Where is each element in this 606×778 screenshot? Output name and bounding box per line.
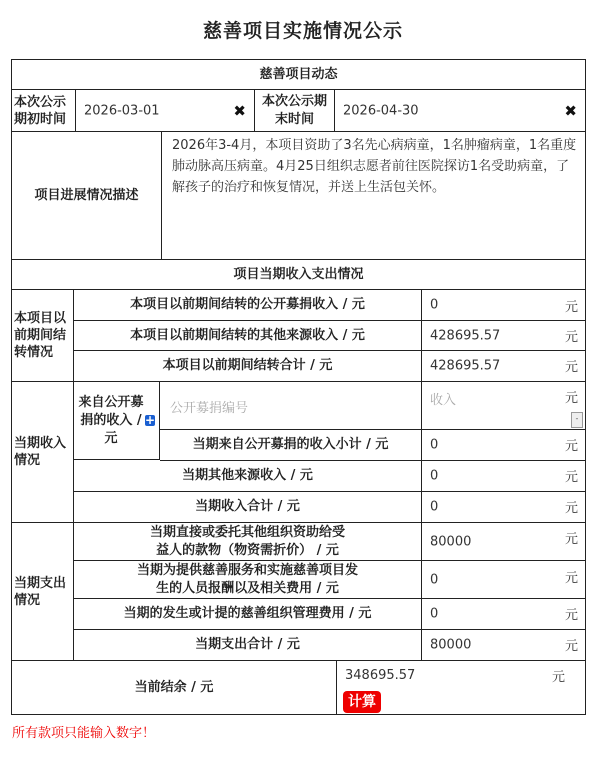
unit-label: 元 [564, 391, 578, 406]
progress-textarea[interactable]: 2026年3-4月，本项目资助了3名先心病病童，1名肿瘤病童，1名重度肺动脉高压病童。4月25日组织志愿者前往医院探访1名受助病童，了解孩子的治疗和恢复情况，并送上生活包关怀。 [162, 132, 585, 260]
unit-label: 元 [564, 439, 578, 454]
public-amount-placeholder: 收入 [430, 393, 457, 408]
unit-label: 元 [564, 501, 578, 516]
unit-label: 元 [564, 300, 578, 315]
income-total-label: 当期收入合计 / 元 [74, 492, 422, 523]
income-group-label: 当期收入情况 [12, 382, 74, 523]
calculate-button[interactable]: 计算 [343, 691, 381, 713]
public-code-input[interactable] [160, 382, 422, 430]
unit-label: 元 [564, 360, 578, 375]
carryover-group-label: 本项目以前期间结转情况 [12, 290, 74, 382]
close-icon[interactable]: ✖ [564, 101, 577, 120]
unit-label: 元 [564, 330, 578, 345]
income-public-subtotal-value: 0 [430, 437, 439, 453]
income-other-label: 当期其他来源收入 / 元 [74, 461, 422, 492]
income-total-input[interactable] [422, 492, 585, 523]
carryover-other-label: 本项目以前期间结转的其他来源收入 / 元 [74, 321, 422, 351]
income-public-subtotal-input[interactable] [422, 430, 585, 461]
section-dynamics-header: 慈善项目动态 [12, 60, 585, 90]
expense-beneficiary-label: 当期直接或委托其他组织资助给受益人的款物（物资需折价） / 元 [74, 523, 422, 561]
period-end-label: 本次公示期末时间 [255, 90, 335, 132]
publicity-table [11, 59, 586, 715]
expense-total-value: 80000 [430, 637, 472, 653]
period-end-value: 2026-04-30 [343, 103, 419, 118]
carryover-total-label: 本项目以前期间结转合计 / 元 [74, 351, 422, 382]
public-code-placeholder: 公开募捐编号 [170, 401, 249, 416]
expense-total-input[interactable] [422, 630, 585, 661]
close-icon[interactable]: ✖ [233, 101, 246, 120]
unit-label: 元 [551, 670, 565, 685]
income-public-label: 来自公开募捐的收入 / 元 [78, 394, 144, 446]
public-amount-input[interactable] [422, 382, 585, 430]
unit-label: 元 [564, 571, 578, 586]
income-public-subtotal-label: 当期来自公开募捐的收入小计 / 元 [160, 430, 422, 461]
expense-service-input[interactable] [422, 561, 585, 599]
warning-text: 所有款项只能输入数字！ [12, 726, 156, 741]
progress-label: 项目进展情况描述 [12, 132, 162, 260]
expense-group-label: 当期支出情况 [12, 523, 74, 661]
section-income-expense-header: 项目当期收入支出情况 [12, 260, 585, 290]
expense-beneficiary-input[interactable] [422, 523, 585, 561]
period-end-input[interactable] [335, 90, 585, 132]
unit-label: 元 [564, 532, 578, 547]
spinner-icon[interactable]: - [571, 412, 583, 428]
income-total-value: 0 [430, 499, 439, 515]
period-start-input[interactable] [76, 90, 255, 132]
unit-label: 元 [564, 639, 578, 654]
page-title: 慈善项目实施情况公示 [202, 20, 403, 42]
expense-admin-label: 当期的发生或计提的慈善组织管理费用 / 元 [74, 599, 422, 630]
carryover-public-value: 0 [430, 297, 439, 313]
carryover-public-label: 本项目以前期间结转的公开募捐收入 / 元 [74, 290, 422, 321]
carryover-other-input[interactable] [422, 321, 585, 351]
income-public-label-cell [74, 382, 160, 460]
period-start-label: 本次公示期初时间 [12, 90, 76, 132]
expense-beneficiary-value: 80000 [430, 534, 472, 549]
expense-total-label: 当期支出合计 / 元 [74, 630, 422, 661]
income-other-value: 0 [430, 468, 439, 484]
plus-icon[interactable]: + [144, 413, 155, 427]
expense-admin-value: 0 [430, 606, 439, 622]
carryover-total-input[interactable] [422, 351, 585, 382]
period-start-value: 2026-03-01 [84, 103, 160, 118]
carryover-total-value: 428695.57 [430, 358, 501, 374]
expense-service-value: 0 [430, 572, 439, 587]
unit-label: 元 [564, 470, 578, 485]
expense-admin-input[interactable] [422, 599, 585, 630]
balance-value: 348695.57 [345, 668, 416, 683]
carryover-public-input[interactable] [422, 290, 585, 321]
carryover-other-value: 428695.57 [430, 328, 501, 343]
balance-label: 当前结余 / 元 [12, 661, 337, 714]
expense-service-label: 当期为提供慈善服务和实施慈善项目发生的人员报酬以及相关费用 / 元 [74, 561, 422, 599]
unit-label: 元 [564, 608, 578, 623]
income-other-input[interactable] [422, 461, 585, 492]
